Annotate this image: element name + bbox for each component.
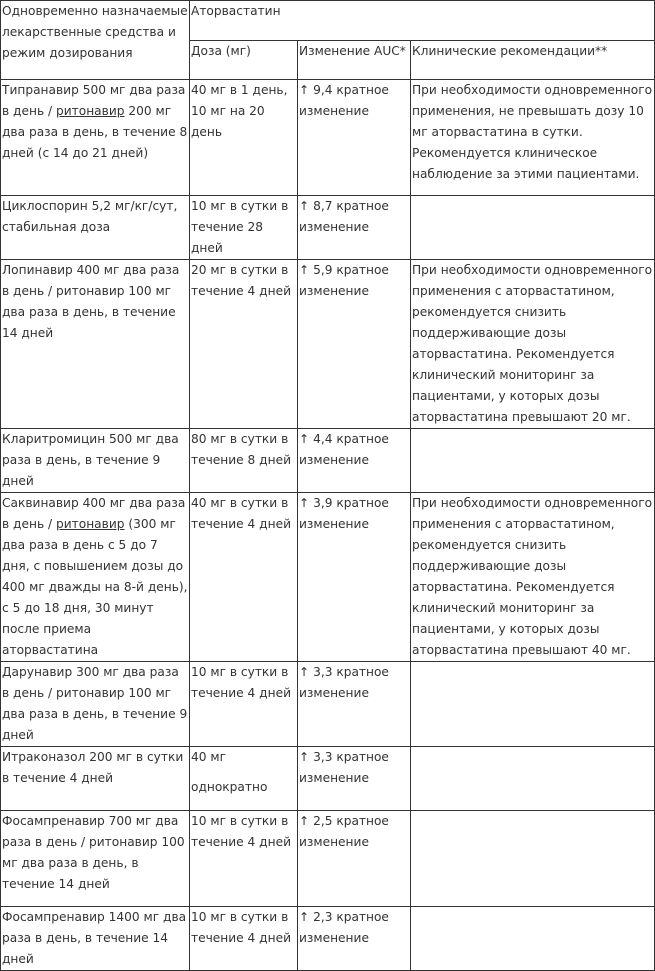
dose-text: 10 мг в сутки в течение 4 дней: [191, 665, 291, 700]
header-drugs-label: Одновременно назначаемые лекарственные средства и режим дозирования: [2, 4, 188, 60]
drug-cell: [1, 662, 190, 747]
drug-cell: [1, 747, 190, 811]
table-row: [1, 429, 655, 493]
recommendation-cell: [411, 260, 655, 429]
auc-cell: [298, 196, 411, 260]
auc-text: ↑ 3,3 кратное изменение: [299, 665, 389, 700]
dose-cell: [190, 907, 298, 971]
recommendation-cell: [411, 747, 655, 811]
dose-text: 20 мг в сутки в течение 4 дней: [191, 263, 291, 298]
dose-cell: [190, 260, 298, 429]
dose-cell: [190, 80, 298, 196]
header-auc-cell: [298, 40, 411, 80]
auc-text: ↑ 5,9 кратное изменение: [299, 263, 389, 298]
header-rec-label: Клинические рекомендации**: [412, 43, 608, 58]
drug-cell: [1, 80, 190, 196]
recommendation-cell: [411, 429, 655, 493]
header-group-cell: [190, 1, 655, 41]
drug-cell: [1, 260, 190, 429]
dose-cell: [190, 429, 298, 493]
auc-text: ↑ 3,9 кратное изменение: [299, 496, 389, 531]
auc-text: ↑ 8,7 кратное изменение: [299, 199, 389, 234]
table-row: [1, 493, 655, 662]
auc-cell: [298, 493, 411, 662]
drug-text: Типранавир 500 мг два раза в день /: [2, 83, 186, 118]
header-group-label: Аторвастатин: [191, 4, 281, 18]
drug-text: Кларитромицин 500 мг два раза в день, в течение 9 дней: [2, 432, 179, 488]
drug-text: Циклоспорин 5,2 мг/кг/сут, стабильная доза: [2, 199, 178, 234]
table-row: [1, 80, 655, 196]
drug-cell: [1, 196, 190, 260]
header-auc-label: Изменение AUC*: [299, 43, 406, 58]
recommendation-cell: [411, 811, 655, 907]
drug-cell: [1, 907, 190, 971]
drug-cell: [1, 493, 190, 662]
auc-cell: [298, 747, 411, 811]
drug-text: Саквинавир 400 мг два раза в день /: [2, 496, 186, 531]
drug-text: Фосампренавир 700 мг два раза в день / ритонавир 100 мг два раза в день, в течение 14 дней: [2, 814, 185, 891]
recommendation-cell: [411, 80, 655, 196]
header-dose-cell: [190, 40, 298, 80]
recommendation-cell: [411, 493, 655, 662]
drug-link[interactable]: ритонавир: [56, 517, 125, 531]
drug-text: Лопинавир 400 мг два раза в день / ритонавир 100 мг два раза в день, в течение 14 дней: [2, 263, 180, 340]
dose-cell: [190, 196, 298, 260]
drug-text: Фосампренавир 1400 мг два раза в день, в течение 14 дней: [2, 910, 187, 966]
auc-cell: [298, 662, 411, 747]
drug-text: (300 мг два раза в день с 5 до 7 дня, с повышением дозы до 400 мг дважды на 8-й день), с 5 до 18 дня, 30 минут после приема аторвастатина: [2, 517, 188, 657]
auc-text: ↑ 3,3 кратное изменение: [299, 750, 389, 785]
recommendation-text: При необходимости одновременного применения, не превышать дозу 10 мг аторвастатина в сутки. Рекомендуется клиническое наблюдение за этими пациентами.: [412, 83, 653, 181]
drug-text: Итраконазол 200 мг в сутки в течение 4 дней: [2, 750, 184, 785]
auc-text: ↑ 9,4 кратное изменение: [299, 83, 389, 118]
auc-cell: [298, 260, 411, 429]
header-row-1: [1, 1, 655, 41]
drug-text: 200 мг два раза в день, в течение 8 дней (с 14 до 21 дней): [2, 104, 188, 160]
auc-cell: [298, 811, 411, 907]
dose-text: однократно: [191, 780, 268, 794]
recommendation-cell: [411, 907, 655, 971]
recommendation-cell: [411, 196, 655, 260]
dose-text: 40 мг в 1 день, 10 мг на 20 день: [191, 83, 288, 139]
drug-link[interactable]: ритонавир: [56, 104, 125, 118]
table-row: [1, 662, 655, 747]
dose-cell: [190, 747, 298, 811]
dose-text: 40 мг в сутки в течение 4 дней: [191, 496, 291, 531]
auc-text: ↑ 2,5 кратное изменение: [299, 814, 389, 849]
drug-cell: [1, 811, 190, 907]
table-row: [1, 260, 655, 429]
dose-text: 10 мг в сутки в течение 4 дней: [191, 910, 291, 945]
dose-cell: [190, 811, 298, 907]
dose-text: 40 мг: [191, 750, 226, 764]
recommendation-text: При необходимости одновременного применения с аторвастатином, рекомендуется снизить поддерживающие дозы аторвастатина. Рекомендуется клинический мониторинг за пациентами, у которых дозы аторвастатина превышают 20 мг.: [412, 263, 653, 424]
table-row: [1, 811, 655, 907]
header-drugs-cell: [1, 1, 190, 80]
auc-cell: [298, 907, 411, 971]
auc-text: ↑ 4,4 кратное изменение: [299, 432, 389, 467]
header-dose-label: Доза (мг): [191, 43, 251, 58]
drug-text: Дарунавир 300 мг два раза в день / ритонавир 100 мг два раза в день, в течение 9 дней: [2, 665, 188, 742]
table-row: [1, 747, 655, 811]
dose-text: 10 мг в сутки в течение 28 дней: [191, 199, 289, 255]
dose-cell: [190, 662, 298, 747]
dose-text: 80 мг в сутки в течение 8 дней: [191, 432, 291, 467]
recommendation-text: При необходимости одновременного применения с аторвастатином, рекомендуется снизить поддерживающие дозы аторвастатина. Рекомендуется клинический мониторинг за пациентами, у которых дозы аторвастатина превышают 40 мг.: [412, 496, 653, 657]
table-row: [1, 907, 655, 971]
auc-text: ↑ 2,3 кратное изменение: [299, 910, 389, 945]
header-rec-cell: [411, 40, 655, 80]
drug-cell: [1, 429, 190, 493]
auc-cell: [298, 80, 411, 196]
dose-text: 10 мг в сутки в течение 4 дней: [191, 814, 291, 849]
table-row: [1, 196, 655, 260]
dose-cell: [190, 493, 298, 662]
recommendation-cell: [411, 662, 655, 747]
auc-cell: [298, 429, 411, 493]
